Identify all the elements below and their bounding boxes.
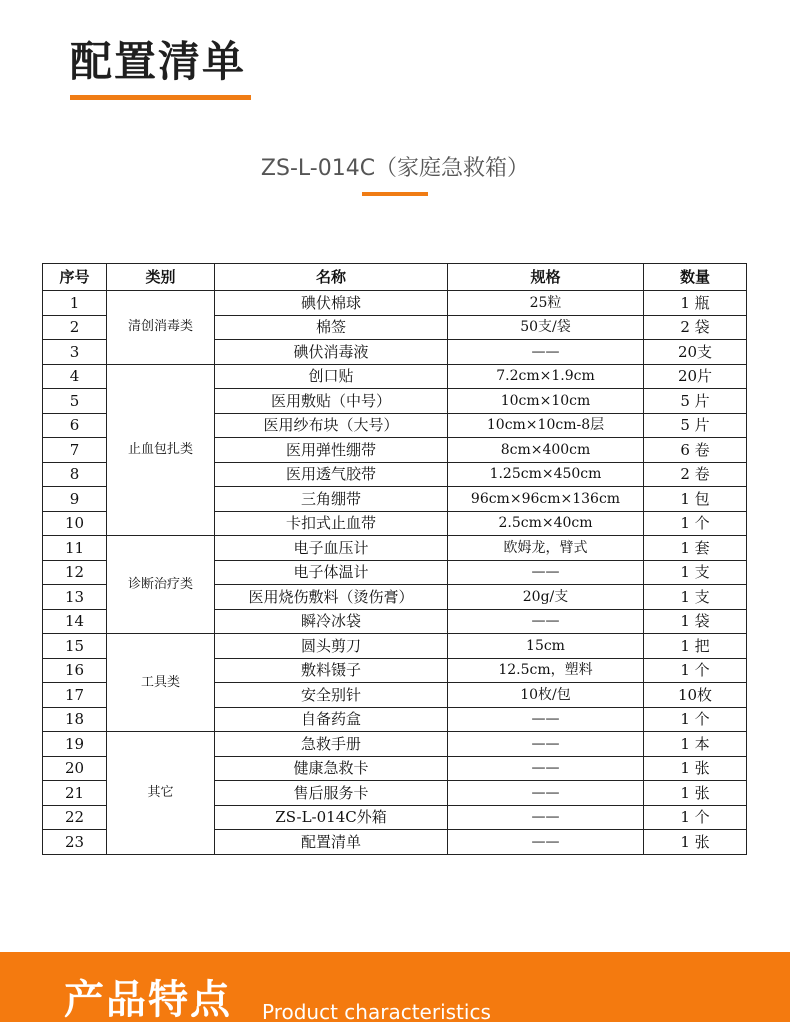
cell-name: 安全别针 [215,683,448,708]
cell-qty: 1 个 [644,805,747,830]
product-title-underline [362,192,428,196]
cell-qty: 1 支 [644,560,747,585]
cell-qty: 1 个 [644,511,747,536]
cell-no: 8 [43,462,107,487]
cell-qty: 5 片 [644,389,747,414]
cell-no: 23 [43,830,107,855]
cell-category: 诊断治疗类 [107,536,215,634]
cell-name: 碘伏消毒液 [215,340,448,365]
cell-no: 10 [43,511,107,536]
table-row [43,634,747,659]
cell-no: 16 [43,658,107,683]
cell-spec: 7.2cm×1.9cm [448,364,644,389]
cell-name: 自备药盒 [215,707,448,732]
cell-qty: 1 把 [644,634,747,659]
cell-no: 14 [43,609,107,634]
cell-qty: 1 包 [644,487,747,512]
cell-no: 3 [43,340,107,365]
table-header-row [43,264,747,291]
cell-spec: —— [448,340,644,365]
cell-name: 瞬冷冰袋 [215,609,448,634]
cell-no: 12 [43,560,107,585]
cell-qty: 6 卷 [644,438,747,463]
table-body [43,291,747,855]
cell-spec: 96cm×96cm×136cm [448,487,644,512]
cell-qty: 1 支 [644,585,747,610]
table-row [43,291,747,316]
product-title: ZS-L-014C（家庭急救箱） [260,156,530,181]
cell-spec: 10cm×10cm-8层 [448,413,644,438]
cell-no: 9 [43,487,107,512]
header-no: 序号 [43,264,107,291]
cell-no: 2 [43,315,107,340]
cell-name: 三角绷带 [215,487,448,512]
config-table [42,263,747,855]
header-spec: 规格 [448,264,644,291]
cell-name: ZS-L-014C外箱 [215,805,448,830]
cell-spec: —— [448,830,644,855]
cell-no: 4 [43,364,107,389]
cell-name: 配置清单 [215,830,448,855]
cell-no: 17 [43,683,107,708]
features-title: 产品特点 [64,977,232,1023]
cell-spec: —— [448,609,644,634]
cell-qty: 1 张 [644,756,747,781]
cell-spec: 50支/袋 [448,315,644,340]
cell-qty: 2 袋 [644,315,747,340]
cell-spec: 2.5cm×40cm [448,511,644,536]
cell-no: 21 [43,781,107,806]
cell-name: 棉签 [215,315,448,340]
cell-name: 电子血压计 [215,536,448,561]
cell-name: 卡扣式止血带 [215,511,448,536]
header-name: 名称 [215,264,448,291]
cell-qty: 1 张 [644,830,747,855]
cell-name: 医用透气胶带 [215,462,448,487]
header-qty: 数量 [644,264,747,291]
cell-qty: 1 袋 [644,609,747,634]
cell-spec: —— [448,781,644,806]
cell-no: 22 [43,805,107,830]
cell-spec: 欧姆龙，臂式 [448,536,644,561]
section-title-underline [70,95,251,100]
cell-name: 敷料镊子 [215,658,448,683]
cell-qty: 20支 [644,340,747,365]
cell-no: 20 [43,756,107,781]
cell-qty: 1 套 [644,536,747,561]
cell-category: 清创消毒类 [107,291,215,365]
cell-spec: 25粒 [448,291,644,316]
cell-name: 急救手册 [215,732,448,757]
cell-category: 止血包扎类 [107,364,215,536]
cell-name: 碘伏棉球 [215,291,448,316]
cell-category: 工具类 [107,634,215,732]
cell-spec: 10cm×10cm [448,389,644,414]
cell-spec: —— [448,560,644,585]
cell-qty: 1 个 [644,707,747,732]
features-subtitle: Product characteristics [262,1000,491,1024]
cell-name: 医用烧伤敷料（烫伤膏） [215,585,448,610]
cell-spec: 8cm×400cm [448,438,644,463]
cell-spec: 12.5cm，塑料 [448,658,644,683]
table-row [43,732,747,757]
cell-name: 电子体温计 [215,560,448,585]
cell-spec: 20g/支 [448,585,644,610]
cell-name: 健康急救卡 [215,756,448,781]
cell-no: 11 [43,536,107,561]
cell-spec: —— [448,732,644,757]
cell-category: 其它 [107,732,215,855]
cell-spec: 10枚/包 [448,683,644,708]
cell-no: 18 [43,707,107,732]
cell-qty: 20片 [644,364,747,389]
cell-no: 19 [43,732,107,757]
cell-spec: —— [448,756,644,781]
cell-name: 医用敷贴（中号） [215,389,448,414]
cell-name: 售后服务卡 [215,781,448,806]
cell-no: 13 [43,585,107,610]
section-title: 配置清单 [70,37,247,86]
cell-qty: 5 片 [644,413,747,438]
cell-spec: —— [448,805,644,830]
header-category: 类别 [107,264,215,291]
cell-name: 创口贴 [215,364,448,389]
cell-qty: 1 个 [644,658,747,683]
cell-qty: 10枚 [644,683,747,708]
cell-qty: 1 瓶 [644,291,747,316]
cell-qty: 2 卷 [644,462,747,487]
table-row [43,536,747,561]
cell-no: 7 [43,438,107,463]
cell-name: 医用弹性绷带 [215,438,448,463]
cell-no: 5 [43,389,107,414]
cell-no: 1 [43,291,107,316]
cell-no: 15 [43,634,107,659]
cell-qty: 1 张 [644,781,747,806]
cell-spec: 1.25cm×450cm [448,462,644,487]
cell-spec: —— [448,707,644,732]
cell-name: 医用纱布块（大号） [215,413,448,438]
cell-name: 圆头剪刀 [215,634,448,659]
table-row [43,364,747,389]
cell-qty: 1 本 [644,732,747,757]
cell-spec: 15cm [448,634,644,659]
cell-no: 6 [43,413,107,438]
